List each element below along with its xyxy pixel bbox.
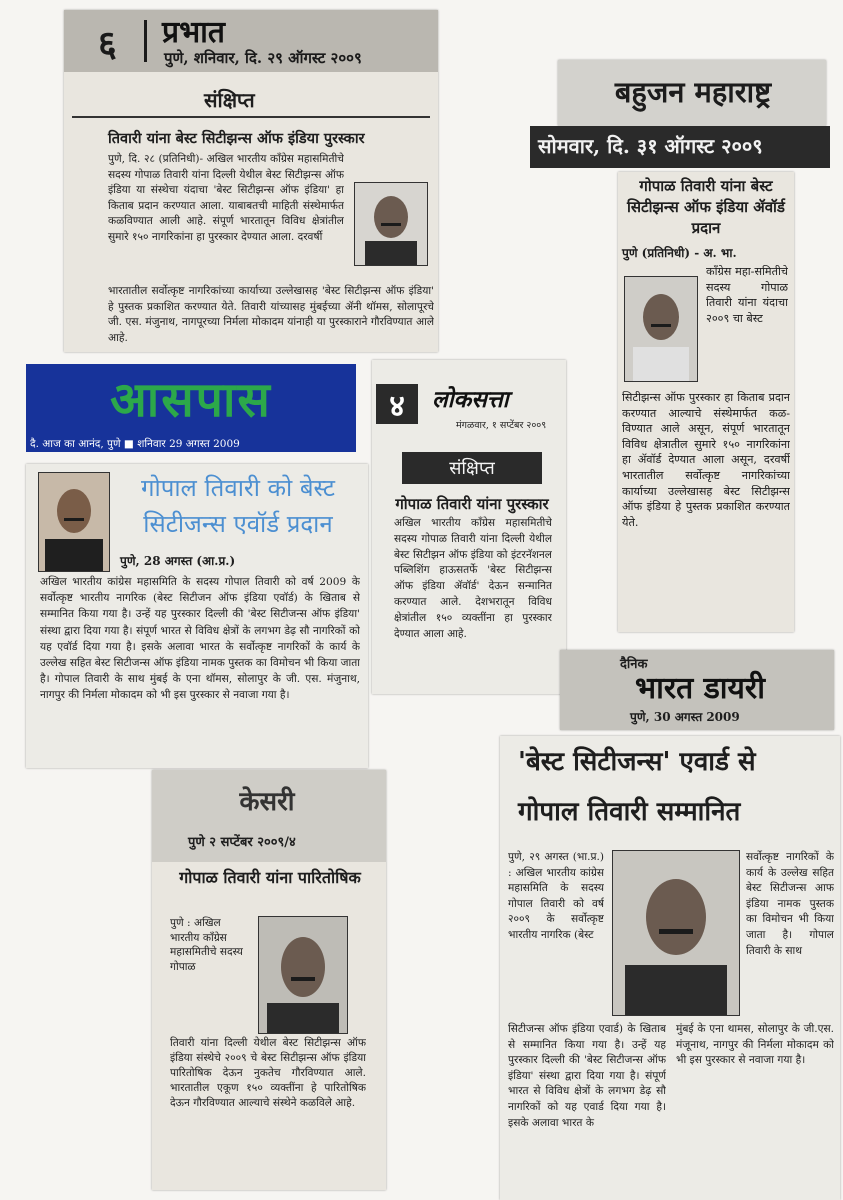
bahujan-dateline-bar [530, 126, 830, 168]
aaspaas-tagline: दै. आज का आनंद, पुणे ■ शनिवार 29 अगस्त 2009 [30, 438, 240, 450]
bharat-diary-dateline: पुणे, 30 अगस्त 2009 [630, 710, 740, 724]
loksatta-body: अखिल भारतीय काँग्रेस महासमितीचे सदस्य गोपाळ तिवारी यांना दिल्ली येथील बेस्ट सिटीझन ऑफ इंडिया को इंटरनॅशनल पब्लिशिंग हाऊसतर्फे 'बेस्ट सिटीझन्स ऑफ इंडिया ॲवॉर्ड' देऊन सन्मानित करण्यात आले. देशभरातून विविध क्षेत्रांतील १५० व्यक्तींना हा पुरस्कार देण्यात आला आहे. [394, 517, 552, 640]
loksatta-page-number: ४ [389, 389, 405, 424]
bharat-diary-prefix: दैनिक [620, 657, 648, 672]
prabhat-section-rule [72, 116, 430, 118]
bahujan-clipping [618, 172, 794, 632]
bahujan-body-main: सिटीझन्स ऑफ पुरस्कार हा किताब प्रदान करण्यात आल्याचे संस्थेमार्फत कळ-विण्यात आले असून, संपूर्ण भारतातून विविध क्षेत्रातील सुमारे १५० नागरिकांना हा ॲवॉर्ड देण्यात आला असून, दरवर्षी भारतातील सर्वोत्कृष्ट नागरिकांच्या कार्याच्या उल्लेखासह बेस्ट सिटीझन्स ऑफ इंडिया हे पुस्तक प्रकाशित करण्यात येते. [622, 391, 790, 529]
aaspaas-logo: आसपास [110, 372, 272, 428]
tiwari-photo [624, 276, 698, 382]
tiwari-photo [38, 472, 110, 572]
kesari-masthead [152, 770, 386, 862]
aaspaas-headline: गोपाल तिवारी को बेस्ट सिटीजन्स एवॉर्ड प्रदान [140, 474, 335, 538]
prabhat-body-bottom: भारतातील सर्वोत्कृष्ट नागरिकांच्या कार्याच्या उल्लेखासह 'बेस्ट सिटीझन्स ऑफ इंडिया' हे पुस्तक प्रकाशित करण्यात येते. तिवारी यांच्यासह मुंबईच्या ॲनी थॉमस, सोलापूरचे जी. एस. मंजुनाथ, नागपूरच्या निर्मला मोकादम यांनाही या पुरस्काराने गौरविण्यात आले आहे. [108, 285, 434, 344]
bharat-diary-col-bottom-left: सिटीजन्स ऑफ इंडिया एवार्ड) के खिताब से सम्मानित किया गया है। उन्हें यह पुरस्कार दिल्ली की 'बेस्ट सिटीजन्स ऑफ इंडिया' संस्था द्वारा दिया गया है। संपूर्ण भारत से विविध क्षेत्रों के लगभग डेढ़ सौ नागरिकों को यह एवार्ड दिया गया है। इसके अलावा भारत के [508, 1023, 666, 1129]
prabhat-headline: तिवारी यांना बेस्ट सिटीझन्स ऑफ इंडिया पुरस्कार [108, 130, 365, 147]
loksatta-section-bar [402, 452, 542, 484]
loksatta-dateline: मंगळवार, १ सप्टेंबर २००९ [456, 420, 547, 431]
aaspaas-lead: पुणे, 28 अगस्त (आ.प्र.) [120, 554, 236, 568]
prabhat-section-label: संक्षिप्त [204, 88, 255, 112]
prabhat-body-top: पुणे, दि. २८ (प्रतिनिधी)- अखिल भारतीय काँग्रेस महासमितीचे सदस्य गोपाळ तिवारी यांना दिल्ली येथील बेस्ट सिटीझन्स ऑफ इंडिया या संस्थेचा यंदाचा 'बेस्ट सिटीझन्स ऑफ इंडिया' हा किताब प्रदान करण्यात आला. याबाबतची माहिती संस्थेमार्फत कळविण्यात आली आहे. संपूर्ण भारतातून विविध क्षेत्रांतील सुमारे १५० नागरिकांना हा पुरस्कार देण्यात आला. दरवर्षी [108, 153, 344, 243]
bharat-diary-col-bottom-right: मुंबई के एना थामस, सोलापुर के जी.एस. मंजूनाथ, नागपुर की निर्मला मोकादम को भी इस पुरस्कार से नवाजा गया है। [676, 1023, 834, 1067]
prabhat-page-number: ६ [98, 23, 117, 65]
bharat-diary-col-left: पुणे, २९ अगस्त (भा.प्र.) : अखिल भारतीय कांग्रेस महासमिति के सदस्य गोपाल तिवारी को वर्ष २००९ के सर्वोत्कृष्ट भारतीय नागरिक (बेस्ट [508, 851, 604, 941]
bharat-diary-masthead-clip [560, 650, 834, 730]
kesari-dateline: पुणे २ सप्टेंबर २००९/४ [188, 835, 296, 850]
bahujan-masthead-clip [558, 60, 826, 126]
bahujan-dateline: सोमवार, दि. ३१ ऑगस्ट २००९ [538, 134, 763, 158]
prabhat-divider [144, 20, 147, 62]
loksatta-headline: गोपाळ तिवारी यांना पुरस्कार [395, 495, 549, 513]
bahujan-body-side: काँग्रेस महा-समितीचे सदस्य गोपाळ तिवारी यांना यंदाचा २००९ चा बेस्ट [706, 265, 788, 325]
aaspaas-masthead [26, 364, 356, 436]
bahujan-headline: गोपाळ तिवारी यांना बेस्ट सिटीझन्स ऑफ इंडिया ॲवॉर्ड प्रदान [627, 177, 785, 237]
kesari-logo: केसरी [239, 787, 295, 817]
prabhat-masthead [64, 10, 438, 72]
prabhat-clipping [64, 10, 438, 352]
tiwari-photo [612, 850, 740, 1016]
bharat-diary-headline-1: 'बेस्ट सिटीजन्स' एवार्ड से [518, 747, 756, 777]
prabhat-logo: प्रभात [162, 15, 226, 50]
kesari-headline: गोपाळ तिवारी यांना पारितोषिक [179, 868, 361, 887]
aaspaas-clipping [26, 464, 368, 768]
bharat-diary-headline-2: गोपाल तिवारी सम्मानित [518, 797, 741, 827]
kesari-body-side: पुणे : अखिल भारतीय काँग्रेस महासमितीचे सदस्य गोपाळ [170, 917, 243, 973]
bharat-diary-col-right: सर्वोत्कृष्ट नागरिकों के कार्य के उल्लेख सहित बेस्ट सिटीजन्स आफ इंडिया नामक पुस्तक का विमोचन भी किया जाता है। गोपाल तिवारी के साथ [746, 851, 834, 957]
tiwari-photo [354, 182, 428, 266]
loksatta-section-label: संक्षिप्त [449, 458, 495, 479]
bharat-diary-clipping [500, 736, 840, 1200]
aaspaas-body: अखिल भारतीय कांग्रेस महासमिति के सदस्य गोपाल तिवारी को वर्ष 2009 के सर्वोत्कृष्ट भारतीय नागरिक (बेस्ट सिटीजन ऑफ इंडिया एवॉर्ड) के खिताब से सम्मानित किया गया है। उन्हें यह पुरस्कार दिल्ली की 'बेस्ट सिटीजन्स ऑफ इंडिया' संस्था द्वारा दिया गया है। संपूर्ण भारत से विविध क्षेत्रों के लगभग डेढ़ सौ नागरिकों को यह एवॉर्ड दिया गया है। इसके अलावा भारत के सर्वोत्कृष्ट नागरिकों के कार्य के उल्लेख सहित बेस्ट सिटीजन्स ऑफ इंडिया नामक पुस्तक का विमोचन भी किया जाता है। गोपाल तिवारी के साथ मुंबई के एना थॉमस, सोलापुर के जी. एस. मंजुनाथ, नागपुर की निर्मला मोकादम को भी इस पुरस्कार से नवाजा गया है। [40, 576, 360, 702]
kesari-body-main: तिवारी यांना दिल्ली येथील बेस्ट सिटीझन्स ऑफ इंडिया संस्थेचे २००९ चे बेस्ट सिटीझन्स ऑफ इंडिया पारितोषिक देऊन नुकतेच गौरविण्यात आले. भारतातील एकूण १५० व्यक्तींना हे पारितोषिक देऊन गौरविण्यात आल्याचे संस्थेने कळविले आहे. [170, 1037, 366, 1109]
bahujan-logo: बहुजन महाराष्ट्र [614, 75, 772, 109]
kesari-clipping [152, 770, 386, 1190]
loksatta-clipping [372, 360, 566, 694]
bahujan-lead: पुणे (प्रतिनिधी) - अ. भा. [622, 246, 737, 260]
prabhat-dateline: पुणे, शनिवार, दि. २९ ऑगस्ट २००९ [164, 49, 362, 67]
tiwari-photo [258, 916, 348, 1034]
aaspaas-tagline-bar [26, 436, 356, 452]
loksatta-page-number-box [376, 384, 418, 424]
bharat-diary-logo: भारत डायरी [635, 671, 765, 706]
loksatta-logo: लोकसत्ता [432, 386, 509, 413]
